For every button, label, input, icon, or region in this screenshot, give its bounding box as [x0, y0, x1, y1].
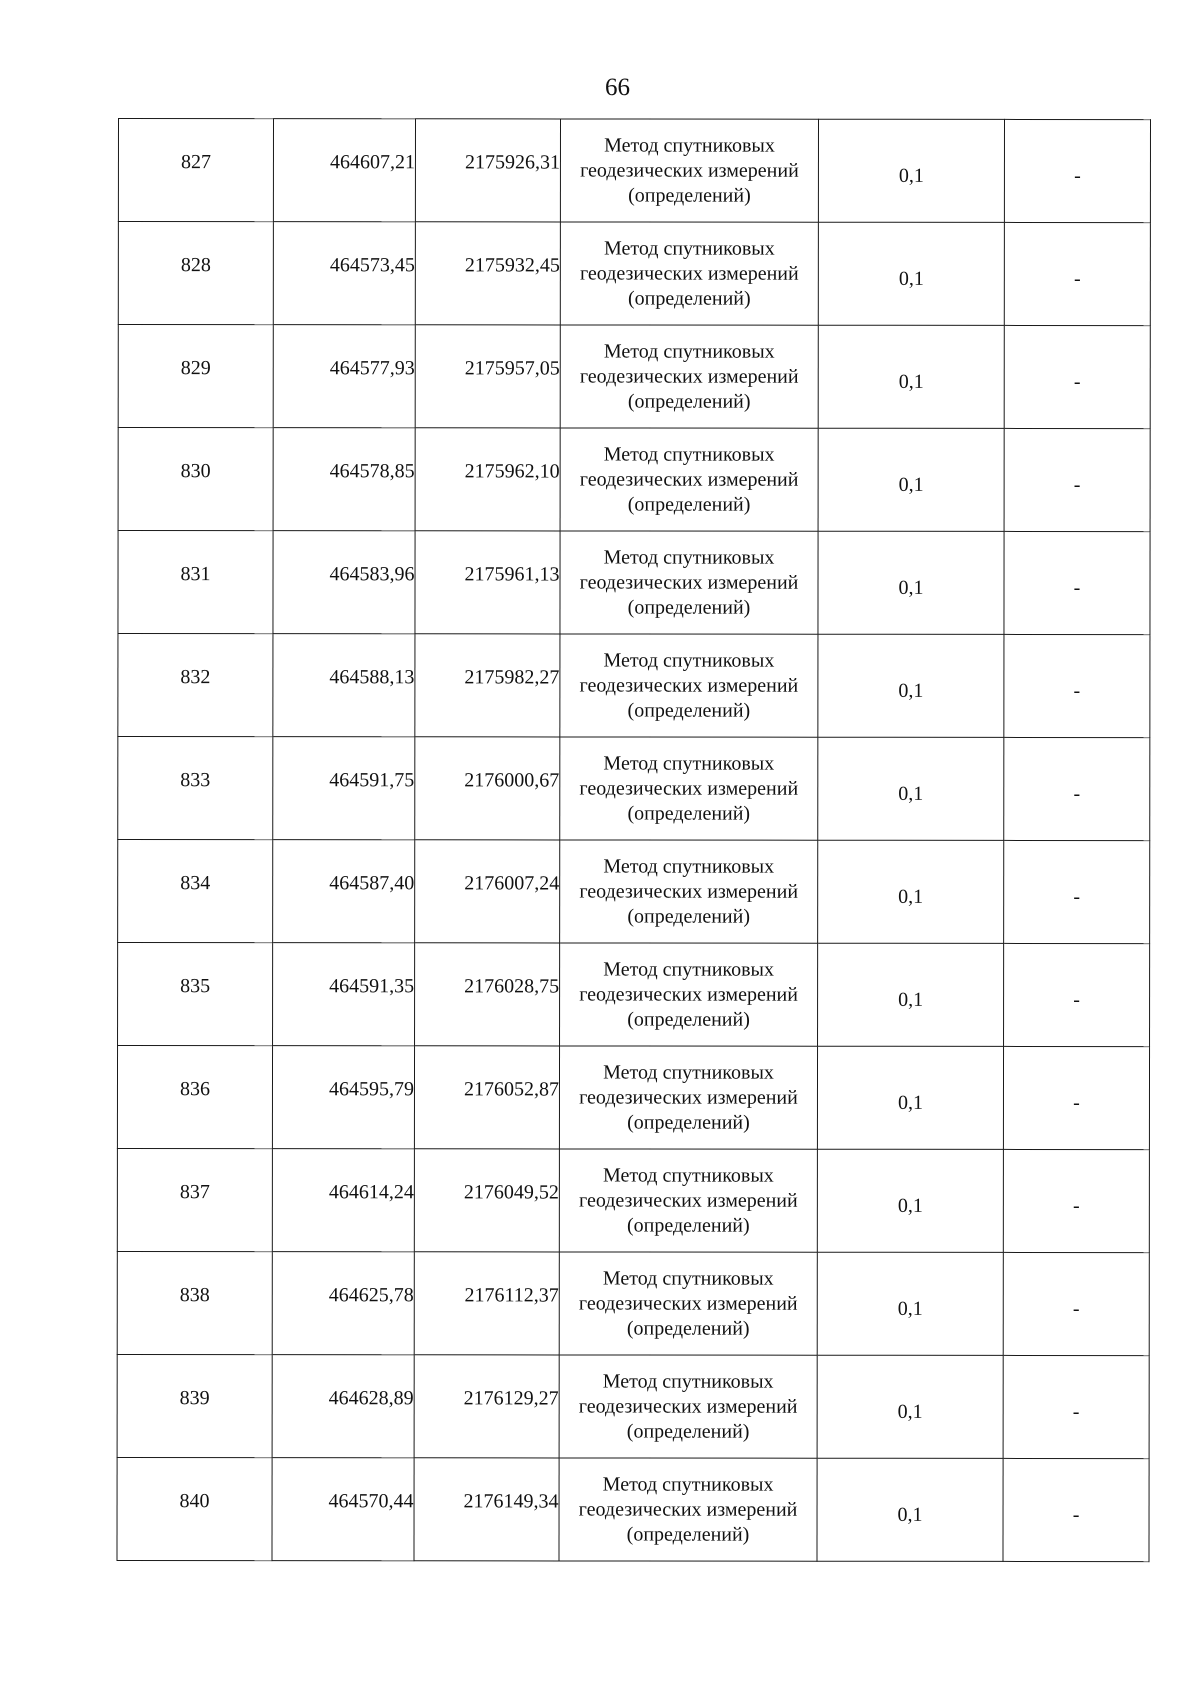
- note-cell-value: -: [1073, 370, 1081, 393]
- accuracy-cell-value: 0,1: [898, 988, 924, 1011]
- accuracy-cell: [818, 428, 1004, 531]
- accuracy-cell: [818, 634, 1004, 737]
- method-line: (определений): [627, 802, 751, 825]
- method-line: Метод спутниковых: [603, 443, 775, 466]
- note-cell: [1004, 943, 1150, 1046]
- method-line: Метод спутниковых: [602, 1473, 774, 1496]
- point-number-cell: [118, 943, 273, 1046]
- coordinate-y-cell-value: 2176129,27: [463, 1386, 559, 1409]
- coordinate-x-cell-value: 464628,89: [328, 1386, 414, 1409]
- coordinate-y-cell: [415, 943, 560, 1046]
- coordinate-y-cell: [415, 840, 560, 943]
- coordinate-x-cell-value: 464583,96: [329, 562, 415, 585]
- accuracy-cell: [818, 943, 1004, 1046]
- table-row: [117, 1149, 1149, 1253]
- point-number-cell: [117, 1149, 272, 1252]
- coordinate-x-cell: [273, 325, 415, 428]
- table-row: [118, 840, 1150, 944]
- note-cell-value: -: [1073, 1194, 1080, 1217]
- method-line: геодезических измерений: [578, 1497, 798, 1521]
- method-cell: [559, 1458, 817, 1561]
- method-line: Метод спутниковых: [602, 1267, 774, 1290]
- table-row: [118, 119, 1150, 223]
- coordinate-y-cell-value: 2175957,05: [464, 356, 560, 379]
- coordinate-y-cell-value: 2175961,13: [464, 562, 560, 585]
- coordinate-y-cell: [415, 222, 560, 325]
- table-row: [118, 943, 1150, 1047]
- coordinate-y-cell-value: 2175962,10: [464, 459, 560, 482]
- method-line: геодезических измерений: [578, 1394, 798, 1418]
- accuracy-cell-value: 0,1: [898, 576, 924, 599]
- point-number-cell-value: 839: [179, 1386, 210, 1409]
- coordinate-x-cell: [273, 737, 415, 840]
- note-cell: [1004, 428, 1150, 531]
- method-cell: [560, 840, 818, 943]
- note-cell: [1004, 325, 1150, 428]
- method-cell: [560, 222, 818, 325]
- coordinate-y-cell-value: 2176112,37: [464, 1283, 559, 1306]
- point-number-cell-value: 834: [180, 871, 211, 894]
- accuracy-cell-value: 0,1: [898, 885, 924, 908]
- coordinate-y-cell: [415, 531, 560, 634]
- coordinate-y-cell-value: 2175926,31: [464, 150, 560, 173]
- accuracy-cell-value: 0,1: [898, 782, 924, 805]
- method-cell: [560, 428, 818, 531]
- coordinate-x-cell: [273, 428, 415, 531]
- note-cell: [1004, 634, 1150, 737]
- coordinate-x-cell-value: 464607,21: [329, 150, 415, 173]
- accuracy-cell: [818, 325, 1004, 428]
- method-cell: [559, 1149, 817, 1252]
- coordinate-x-cell: [273, 222, 415, 325]
- point-number-cell: [117, 1046, 272, 1149]
- point-number-cell: [118, 531, 273, 634]
- accuracy-cell: [818, 119, 1004, 222]
- note-cell-value: -: [1073, 679, 1081, 702]
- coordinates-table: [116, 118, 1151, 1562]
- accuracy-cell-value: 0,1: [897, 1194, 923, 1217]
- method-cell: [560, 634, 818, 737]
- coordinate-y-cell: [414, 1458, 559, 1561]
- table-row: [118, 325, 1150, 429]
- method-line: (определений): [626, 1317, 750, 1340]
- coordinate-x-cell: [272, 1458, 414, 1561]
- coordinate-y-cell: [414, 1149, 559, 1252]
- coordinate-x-cell: [273, 840, 415, 943]
- coordinate-y-cell: [414, 1046, 559, 1149]
- method-line: геодезических измерений: [578, 1291, 798, 1315]
- point-number-cell-value: 833: [180, 768, 211, 791]
- coordinate-x-cell: [272, 1149, 414, 1252]
- note-cell-value: -: [1072, 1400, 1080, 1423]
- coordinate-y-cell-value: 2175932,45: [464, 253, 560, 276]
- page-number: 66: [605, 74, 630, 101]
- coordinate-x-cell: [273, 531, 415, 634]
- coordinate-y-cell: [414, 1252, 559, 1355]
- coordinate-y-cell: [415, 119, 560, 222]
- method-line: (определений): [627, 596, 751, 619]
- point-number-cell: [118, 840, 273, 943]
- accuracy-cell: [817, 1252, 1003, 1355]
- point-number-cell-value: 828: [180, 253, 211, 276]
- method-line: (определений): [627, 1214, 750, 1237]
- coordinate-y-cell: [415, 428, 560, 531]
- method-line: Метод спутниковых: [603, 546, 775, 569]
- note-cell-value: -: [1073, 267, 1081, 290]
- note-cell: [1004, 222, 1150, 325]
- coordinate-x-cell-value: 464625,78: [328, 1283, 414, 1306]
- note-cell: [1004, 737, 1150, 840]
- method-line: геодезических измерений: [579, 467, 799, 491]
- method-line: Метод спутниковых: [604, 134, 775, 157]
- method-line: (определений): [626, 1523, 750, 1546]
- coordinate-y-cell-value: 2175982,27: [464, 665, 560, 688]
- method-line: (определений): [627, 699, 751, 722]
- method-line: геодезических измерений: [579, 570, 799, 594]
- coordinate-x-cell-value: 464573,45: [329, 253, 415, 276]
- method-line: геодезических измерений: [579, 982, 798, 1006]
- method-line: (определений): [627, 1111, 750, 1134]
- method-line: Метод спутниковых: [602, 1370, 774, 1393]
- method-line: геодезических измерений: [579, 776, 799, 800]
- coordinate-x-cell-value: 464587,40: [329, 871, 415, 894]
- method-line: (определений): [627, 493, 751, 516]
- table-row: [117, 1046, 1149, 1150]
- method-line: (определений): [627, 905, 751, 928]
- note-cell: [1003, 1355, 1149, 1458]
- accuracy-cell: [817, 1458, 1003, 1561]
- method-line: Метод спутниковых: [603, 958, 775, 981]
- note-cell-value: -: [1074, 164, 1081, 187]
- coordinate-x-cell: [273, 943, 415, 1046]
- coordinate-y-cell: [415, 737, 560, 840]
- table-row: [117, 1251, 1149, 1355]
- accuracy-cell-value: 0,1: [898, 679, 924, 702]
- coordinate-x-cell-value: 464588,13: [329, 665, 415, 688]
- accuracy-cell: [817, 1046, 1003, 1149]
- coordinate-x-cell: [272, 1252, 414, 1355]
- method-line: геодезических измерений: [580, 158, 799, 182]
- coordinate-x-cell-value: 464614,24: [328, 1180, 414, 1203]
- accuracy-cell: [817, 1355, 1003, 1458]
- point-number-cell: [117, 1354, 272, 1457]
- note-cell: [1004, 840, 1150, 943]
- accuracy-cell-value: 0,1: [898, 164, 924, 187]
- coordinate-x-cell-value: 464578,85: [329, 459, 415, 482]
- point-number-cell: [118, 737, 273, 840]
- accuracy-cell-value: 0,1: [897, 1400, 923, 1423]
- point-number-cell-value: 837: [179, 1180, 210, 1203]
- point-number-cell: [118, 634, 273, 737]
- note-cell-value: -: [1073, 576, 1081, 599]
- point-number-cell-value: 835: [180, 974, 211, 997]
- point-number-cell-value: 830: [180, 459, 211, 482]
- method-line: геодезических измерений: [579, 1085, 798, 1109]
- method-line: (определений): [628, 184, 751, 207]
- coordinate-x-cell: [272, 1355, 414, 1458]
- table-row: [118, 428, 1150, 532]
- coordinate-y-cell-value: 2176149,34: [463, 1489, 559, 1512]
- accuracy-cell-value: 0,1: [898, 473, 924, 496]
- point-number-cell: [118, 325, 273, 428]
- accuracy-cell-value: 0,1: [898, 370, 924, 393]
- note-cell-value: -: [1072, 1503, 1080, 1526]
- point-number-cell-value: 840: [179, 1489, 210, 1512]
- method-cell: [559, 1252, 817, 1355]
- table-row: [118, 222, 1150, 326]
- accuracy-cell-value: 0,1: [897, 1297, 923, 1320]
- coordinate-y-cell-value: 2176000,67: [464, 768, 560, 791]
- note-cell: [1003, 1458, 1149, 1561]
- point-number-cell-value: 829: [180, 356, 211, 379]
- coordinate-y-cell-value: 2176007,24: [464, 871, 560, 894]
- accuracy-cell-value: 0,1: [897, 1503, 923, 1526]
- method-line: Метод спутниковых: [603, 752, 775, 775]
- method-line: геодезических измерений: [578, 1188, 798, 1212]
- method-line: Метод спутниковых: [602, 1164, 774, 1187]
- coordinate-y-cell: [415, 634, 560, 737]
- coordinate-y-cell-value: 2176052,87: [463, 1077, 559, 1100]
- table-row: [118, 737, 1150, 841]
- note-cell: [1003, 1046, 1149, 1149]
- coordinate-y-cell-value: 2176028,75: [464, 974, 560, 997]
- coordinate-x-cell-value: 464595,79: [328, 1077, 414, 1100]
- note-cell-value: -: [1073, 1091, 1080, 1114]
- coordinate-x-cell-value: 464570,44: [328, 1489, 414, 1512]
- table-row: [118, 634, 1150, 738]
- point-number-cell: [118, 428, 273, 531]
- coordinate-x-cell-value: 464591,75: [329, 768, 415, 791]
- point-number-cell: [118, 222, 273, 325]
- point-number-cell: [117, 1457, 272, 1560]
- point-number-cell-value: 831: [180, 562, 211, 585]
- coordinate-y-cell-value: 2176049,52: [463, 1180, 559, 1203]
- note-cell-value: -: [1072, 1297, 1080, 1320]
- coordinate-x-cell: [273, 119, 415, 222]
- note-cell: [1004, 531, 1150, 634]
- table-row: [118, 531, 1150, 635]
- coordinate-x-cell-value: 464577,93: [329, 356, 415, 379]
- method-cell: [559, 1046, 817, 1149]
- table-row: [117, 1354, 1149, 1458]
- method-cell: [560, 737, 818, 840]
- coordinate-y-cell: [415, 325, 560, 428]
- method-cell: [560, 119, 818, 222]
- method-line: Метод спутниковых: [603, 237, 775, 260]
- method-line: Метод спутниковых: [603, 1061, 774, 1084]
- method-line: (определений): [627, 390, 751, 413]
- accuracy-cell-value: 0,1: [898, 267, 924, 290]
- method-cell: [559, 1355, 817, 1458]
- method-line: (определений): [626, 1420, 750, 1443]
- note-cell-value: -: [1073, 885, 1081, 908]
- note-cell-value: -: [1073, 988, 1080, 1011]
- method-line: геодезических измерений: [579, 364, 799, 388]
- method-line: Метод спутниковых: [603, 340, 775, 363]
- coordinate-x-cell-value: 464591,35: [329, 974, 415, 997]
- method-cell: [560, 943, 818, 1046]
- note-cell: [1003, 1252, 1149, 1355]
- method-line: геодезических измерений: [579, 879, 799, 903]
- method-line: Метод спутниковых: [603, 649, 775, 672]
- method-line: (определений): [627, 287, 751, 310]
- method-line: геодезических измерений: [579, 261, 799, 285]
- accuracy-cell: [818, 531, 1004, 634]
- point-number-cell-value: 827: [180, 150, 211, 173]
- coordinate-x-cell: [272, 1046, 414, 1149]
- coordinates-table-body: [117, 119, 1151, 1562]
- method-line: Метод спутниковых: [603, 855, 775, 878]
- note-cell: [1004, 119, 1150, 222]
- point-number-cell: [118, 119, 273, 222]
- point-number-cell-value: 838: [179, 1283, 210, 1306]
- point-number-cell-value: 836: [179, 1077, 210, 1100]
- note-cell-value: -: [1073, 473, 1081, 496]
- note-cell-value: -: [1073, 782, 1081, 805]
- method-cell: [560, 325, 818, 428]
- point-number-cell: [117, 1251, 272, 1354]
- method-cell: [560, 531, 818, 634]
- coordinate-x-cell: [273, 634, 415, 737]
- table-row: [117, 1457, 1149, 1561]
- coordinate-y-cell: [414, 1355, 559, 1458]
- note-cell: [1003, 1149, 1149, 1252]
- accuracy-cell: [818, 222, 1004, 325]
- accuracy-cell: [818, 840, 1004, 943]
- point-number-cell-value: 832: [180, 665, 211, 688]
- method-line: (определений): [627, 1008, 750, 1031]
- accuracy-cell-value: 0,1: [897, 1091, 923, 1114]
- accuracy-cell: [817, 1149, 1003, 1252]
- method-line: геодезических измерений: [579, 673, 799, 697]
- accuracy-cell: [818, 737, 1004, 840]
